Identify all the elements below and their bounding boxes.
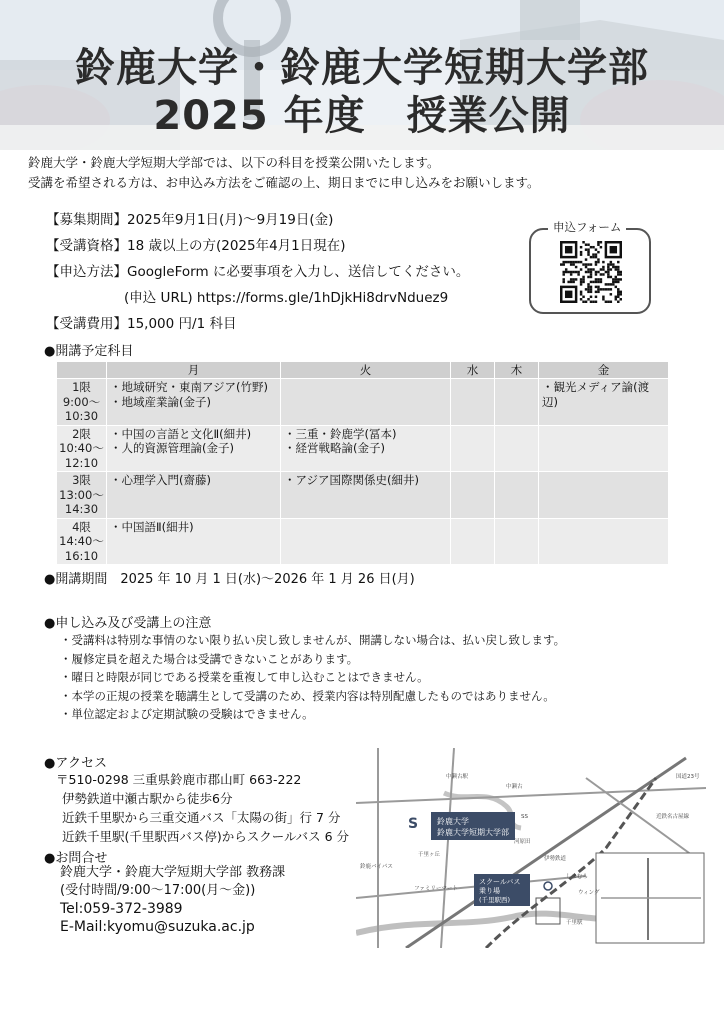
map-label: 中瀬古 (506, 784, 523, 790)
note-item: ・曜日と時限が同じである授業を重複して申し込むことはできません。 (60, 670, 429, 684)
contact-hours: (受付時間/9:00～17:00(月～金)) (60, 883, 256, 898)
course-cell-wed (451, 425, 495, 472)
access-info (56, 770, 349, 846)
schedule-header-row (57, 362, 669, 379)
map-label: 千里駅 (566, 920, 583, 926)
application-info (46, 207, 469, 337)
period-text: 2限 (72, 426, 91, 441)
eligibility: 【受講資格】18 歳以上の方(2025年4月1日現在) (46, 238, 346, 254)
bus-label-3: (千里駅西) (479, 896, 511, 904)
header-fri: 金 (539, 362, 669, 379)
header-period (57, 362, 107, 379)
note-item: ・本学の正規の授業を聴講生として受講のため、授業内容は特別配慮したものではありません。 (60, 688, 555, 703)
title-line-2: 2025 年度 授業公開 (153, 93, 571, 139)
map-label: 鈴鹿バイパス (360, 864, 393, 870)
period-text: 1限 (72, 380, 91, 394)
qr-label: 申込フォーム (548, 219, 626, 235)
schedule-heading: ●開講予定科目 (44, 344, 134, 359)
course-cell-fri (539, 425, 669, 472)
recruitment-period: 【募集期間】2025年9月1日(月)～9月19日(金) (46, 212, 334, 228)
course-name: ・地域産業論(金子) (110, 394, 211, 409)
route-walk: 伊勢鉄道中瀬古駅から徒歩6分 (62, 791, 233, 806)
notes-list (60, 631, 565, 724)
bus-label-1: スクールバス (479, 878, 521, 886)
period-text: 3限 (72, 473, 91, 487)
course-cell-wed (451, 518, 495, 565)
period-text: 9:00～ (62, 394, 101, 409)
map-label: SS (521, 814, 528, 820)
period-text: 10:40～ (59, 441, 104, 455)
period-cell (57, 425, 107, 472)
intro-text (28, 153, 540, 193)
course-name: ・経営戦略論(金子) (284, 441, 385, 455)
application-method: 【申込方法】GoogleForm に必要事項を入力し、送信してください。 (46, 264, 470, 280)
course-cell-thu (495, 425, 539, 472)
course-name: ・中国語Ⅱ(細井) (110, 519, 194, 534)
map-label: 河原田 (514, 839, 531, 845)
period-cell (57, 518, 107, 565)
map-label: 伊勢鉄道 (544, 856, 567, 862)
course-name: ・観光メディア論(渡辺) (542, 380, 650, 409)
map-label: しまむら (566, 874, 589, 880)
course-name: ・地域研究・東南アジア(竹野) (110, 380, 269, 394)
intro-line-2: 受講を希望される方は、お申込み方法をご確認の上、期日までに申し込みをお願いします。 (28, 175, 540, 190)
course-name: ・心理学入門(齋藤) (110, 473, 211, 487)
course-cell-tue (281, 379, 451, 426)
period-text: 16:10 (64, 548, 99, 563)
note-item: ・単位認定および定期試験の受験はできません。 (60, 707, 314, 721)
course-cell-thu (495, 472, 539, 519)
access-heading: ●アクセス (44, 756, 107, 771)
note-item: ・履修定員を超えた場合は受講できないことがあります。 (60, 651, 359, 666)
schedule-row (57, 425, 669, 472)
map-label: ウィング (578, 890, 600, 896)
course-cell-tue (281, 472, 451, 519)
course-cell-tue (281, 425, 451, 472)
schedule-table (56, 361, 669, 565)
course-cell-thu (495, 518, 539, 565)
intro-line-1: 鈴鹿大学・鈴鹿大学短期大学部では、以下の科目を授業公開いたします。 (28, 155, 440, 170)
period-cell (57, 472, 107, 519)
route-school-bus: 近鉄千里駅(千里駅西バス停)からスクールバス 6 分 (62, 829, 350, 844)
schedule-row (57, 472, 669, 519)
period-cell (57, 379, 107, 426)
period-text: 13:00～ (59, 487, 104, 502)
course-cell-tue (281, 518, 451, 565)
map-label: 中瀬古駅 (446, 774, 469, 780)
term-period: ●開講期間 2025 年 10 月 1 日(水)～2026 年 1 月 26 日(月) (44, 572, 415, 587)
university-logo-icon: S (408, 816, 419, 832)
bus-label-2: 乗り場 (479, 887, 500, 895)
contact-info (60, 864, 285, 936)
route-bus: 近鉄千里駅から三重交通バス「太陽の街」行 7 分 (62, 810, 341, 825)
course-cell-mon (107, 472, 281, 519)
period-text: 14:40～ (59, 534, 104, 548)
period-text: 14:30 (64, 502, 99, 516)
header-thu: 木 (495, 362, 539, 379)
course-cell-thu (495, 379, 539, 426)
header-wed: 水 (451, 362, 495, 379)
course-name: ・三重・鈴鹿学(冨本) (284, 426, 397, 441)
map-label: ファミリーマート (414, 886, 458, 892)
course-cell-mon (107, 425, 281, 472)
application-url[interactable]: (申込 URL) https://forms.gle/1hDjkHi8drvNduez9 (124, 290, 449, 306)
map-label: 国道23号 (676, 774, 700, 780)
campus-label-2: 鈴鹿大学短期大学部 (437, 828, 509, 837)
campus-label-1: 鈴鹿大学 (437, 817, 469, 826)
header-tue: 火 (281, 362, 451, 379)
course-cell-mon (107, 518, 281, 565)
note-item: ・受講料は特別な事情のない限り払い戻し致しませんが、開講しない場合は、払い戻し致します。 (60, 633, 566, 647)
course-cell-wed (451, 379, 495, 426)
contact-email[interactable]: E-Mail:kyomu@suzuka.ac.jp (60, 919, 255, 935)
contact-dept: 鈴鹿大学・鈴鹿大学短期大学部 教務課 (60, 865, 286, 880)
course-cell-wed (451, 472, 495, 519)
contact-tel[interactable]: Tel:059-372-3989 (60, 901, 183, 917)
period-text: 10:30 (64, 409, 99, 423)
header-banner (0, 0, 724, 150)
course-cell-fri (539, 518, 669, 565)
course-cell-mon (107, 379, 281, 426)
schedule-row (57, 518, 669, 565)
qr-code-icon[interactable] (560, 241, 622, 303)
period-text: 4限 (72, 519, 91, 534)
course-cell-fri (539, 472, 669, 519)
map-label: 近鉄名古屋線 (656, 814, 690, 820)
schedule-row (57, 379, 669, 426)
contact-heading: ●お問合せ (44, 851, 108, 866)
course-cell-fri (539, 379, 669, 426)
address: 〒510-0298 三重県鈴鹿市郡山町 663-222 (56, 772, 302, 787)
course-name: ・人的資源管理論(金子) (110, 441, 234, 455)
course-fee: 【受講費用】15,000 円/1 科目 (46, 316, 237, 332)
course-name: ・中国の言語と文化Ⅱ(細井) (110, 426, 252, 441)
map-label: 千里ヶ丘 (418, 852, 441, 858)
course-name: ・アジア国際関係史(細井) (284, 473, 420, 487)
title-line-1: 鈴鹿大学・鈴鹿大学短期大学部 (75, 45, 649, 91)
access-map (356, 748, 706, 948)
period-text: 12:10 (64, 455, 99, 470)
header-mon: 月 (107, 362, 281, 379)
notes-heading: ●申し込み及び受講上の注意 (44, 616, 212, 631)
